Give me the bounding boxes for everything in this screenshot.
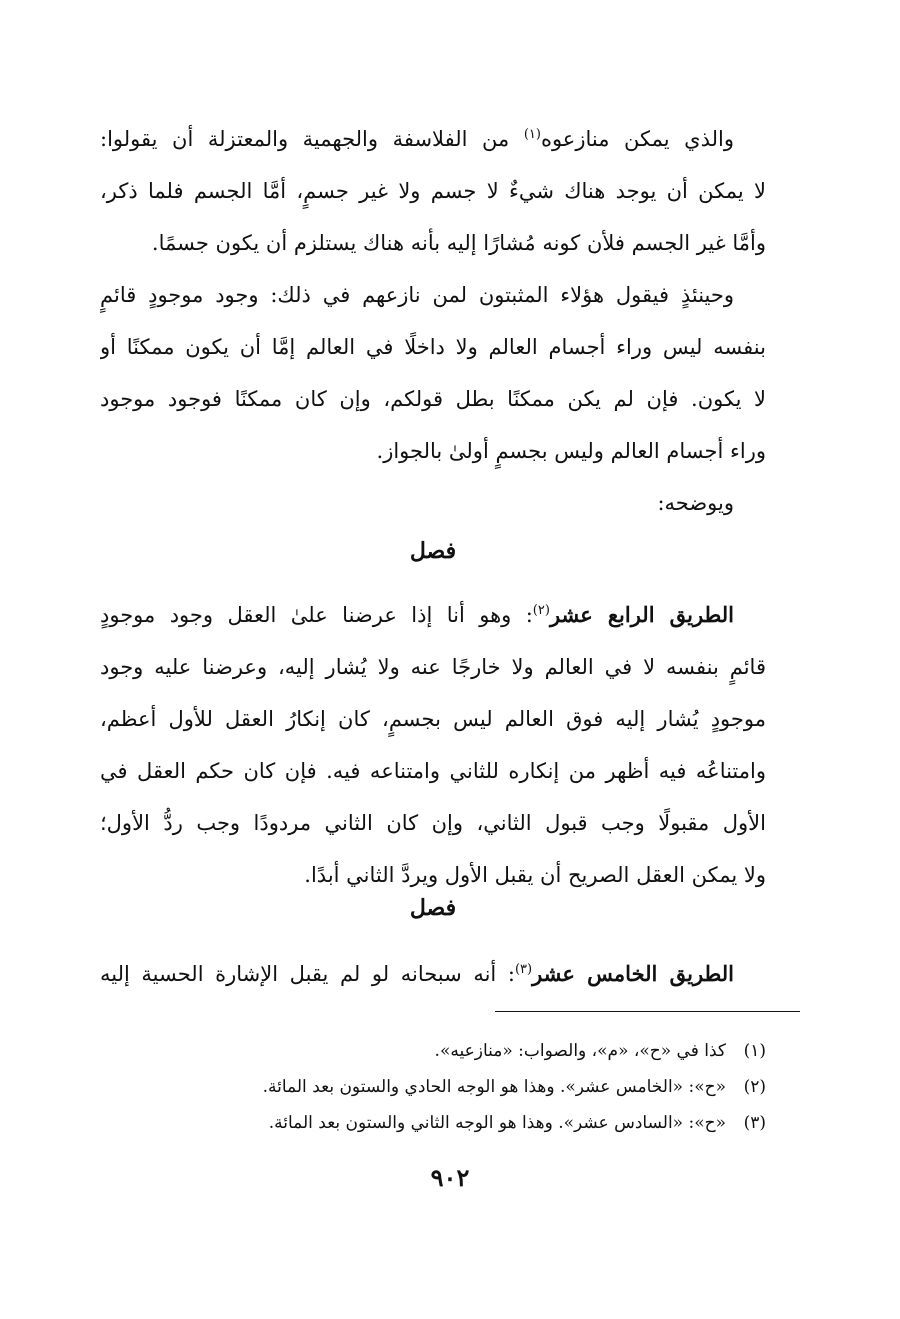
section-heading: فصل [409, 538, 457, 564]
paragraph-line [100, 589, 766, 641]
section-title: الطريق الرابع عشر [549, 602, 734, 627]
section-title: الطريق الخامس عشر [532, 961, 734, 986]
paragraph-line: قائمٍ بنفسه لا في العالم ولا خارجًا عنه ولا يُشار إليه، وعرضنا عليه وجود [100, 655, 766, 679]
footnote-divider [495, 1011, 800, 1012]
section-heading: فصل [409, 895, 457, 921]
footnote-ref-2[interactable]: (٢) [532, 603, 550, 618]
footnote-number: (٣) [743, 1113, 766, 1133]
footnote-item [100, 1033, 766, 1069]
paragraph-line: ولا يمكن العقل الصريح أن يقبل الأول ويردَّ الثاني أبدًا. [304, 863, 766, 887]
paragraph-5 [100, 948, 766, 1000]
paragraph-line: لا يمكن أن يوجد هناك شيءٌ لا جسم ولا غير جسمٍ، أمَّا الجسم فلما ذكر، [100, 179, 766, 203]
paragraph-line [100, 948, 766, 1000]
paragraph-line: وراء أجسام العالم وليس بجسمٍ أولىٰ بالجواز. [376, 439, 766, 463]
footnote-item [100, 1069, 766, 1105]
text-run: : وهو أنا إذا عرضنا علىٰ العقل وجود موجودٍ [100, 603, 533, 627]
text-run: والذي يمكن منازعوه [540, 127, 734, 151]
paragraph-line: موجودٍ يُشار إليه فوق العالم ليس بجسمٍ، كان إنكارُ العقل للأول أعظم، [100, 707, 766, 731]
paragraph-line: وامتناعُه فيه أظهر من إنكاره للثاني وامتناعه فيه. فإن كان حكم العقل في [100, 759, 766, 783]
paragraph-line: الأول مقبولًا وجب قبول الثاني، وإن كان الثاني مردودًا وجب ردُّ الأول؛ [100, 811, 766, 835]
footnote-text: «ح»: «السادس عشر». وهذا هو الوجه الثاني والستون بعد المائة. [268, 1113, 726, 1133]
footnotes [100, 1033, 766, 1141]
text-run: : أنه سبحانه لو لم يقبل الإشارة الحسية إليه [100, 962, 515, 986]
paragraph-4 [100, 589, 766, 901]
paragraph-2 [100, 269, 766, 477]
footnote-number: (٢) [743, 1077, 766, 1097]
paragraph-1 [100, 113, 766, 269]
text-run: من الفلاسفة والجهمية والمعتزلة أن يقولوا: [100, 127, 524, 151]
paragraph-line: لا يكون. فإن لم يكن ممكنًا بطل قولكم، وإن كان ممكنًا فوجود موجود [100, 387, 766, 411]
paragraph-line: وحينئذٍ فيقول هؤلاء المثبتون لمن نازعهم في ذلك: وجود موجودٍ قائمٍ [100, 283, 734, 307]
page-number: ٩٠٢ [430, 1163, 470, 1192]
footnote-ref-3[interactable]: (٣) [514, 962, 533, 977]
footnote-text: «ح»: «الخامس عشر». وهذا هو الوجه الحادي والستون بعد المائة. [262, 1077, 726, 1097]
paragraph-line: وأمَّا غير الجسم فلأن كونه مُشارًا إليه بأنه هناك يستلزم أن يكون جسمًا. [151, 231, 766, 255]
paragraph-line: بنفسه ليس وراء أجسام العالم ولا داخلًا في العالم إمَّا أن يكون ممكنًا أو [100, 335, 766, 359]
footnote-number: (١) [743, 1041, 766, 1061]
footnote-text: كذا في «ح»، «م»، والصواب: «منازعيه». [434, 1041, 726, 1061]
paragraph-line: ويوضحه: [657, 491, 734, 515]
paragraph-line [100, 113, 766, 165]
footnote-ref-1[interactable]: (١) [523, 127, 541, 142]
footnote-item [100, 1105, 766, 1141]
paragraph-3 [100, 477, 766, 529]
